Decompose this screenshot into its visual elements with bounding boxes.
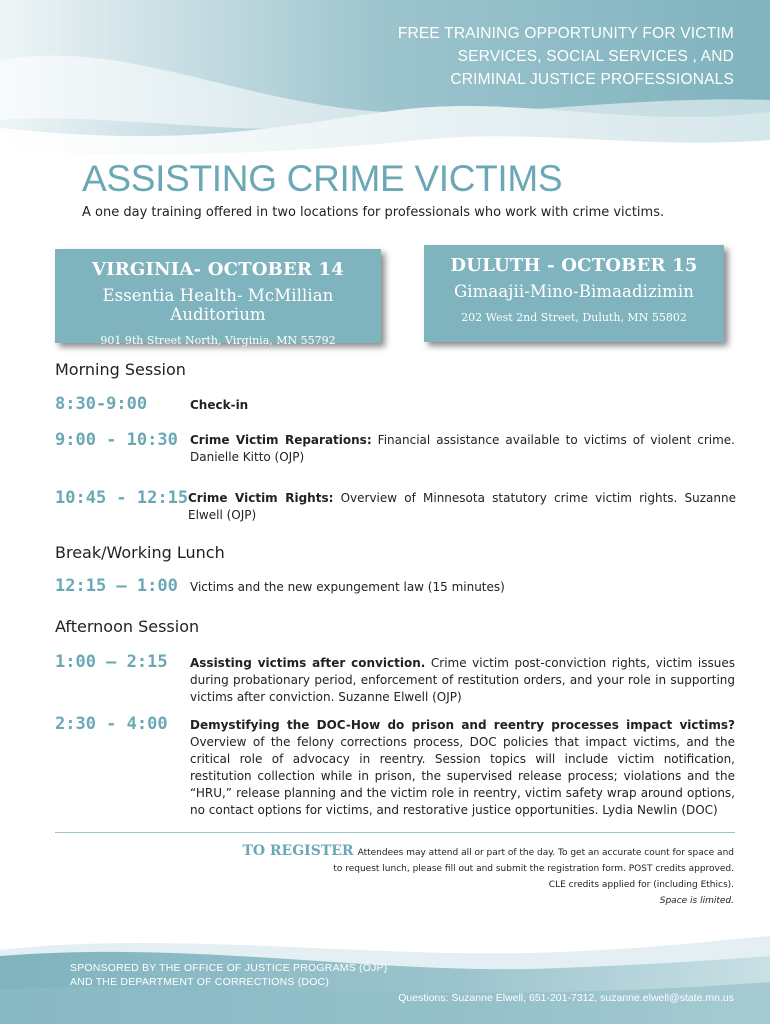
divider [55,832,735,833]
location-venue: Gimaajii-Mino-Bimaadizimin [453,282,694,301]
session-description [190,579,735,596]
sponsor-text [70,961,387,989]
afternoon-session-heading: Afternoon Session [55,617,200,636]
register-text: Attendees may attend all or part of the day. To get an accurate count for space and [357,848,734,858]
session-time: 9:00 - 10:30 [55,430,178,450]
location-heading: DULUTH - OCTOBER 15 [450,255,698,276]
session-time: 1:00 – 2:15 [55,652,168,672]
page-subtitle: A one day training offered in two locations for professionals who work with crime victims. [82,205,665,220]
session-time: 10:45 - 12:15 [55,488,189,508]
location-venue: Essentia Health- McMillian Auditorium [102,286,334,324]
page-title: ASSISTING CRIME VICTIMS [82,158,563,199]
register-text: CLE credits applied for (including Ethics). [548,880,734,890]
session-title: Crime Victim Reparations: [190,433,372,447]
register-label: TO REGISTER [242,843,354,859]
location-address: 202 West 2nd Street, Duluth, MN 55802 [461,311,687,324]
location-box-virginia [55,249,381,347]
morning-session-heading: Morning Session [55,360,186,379]
session-time: 8:30-9:00 [55,394,148,414]
session-time: 12:15 – 1:00 [55,576,178,596]
location-heading: VIRGINIA- OCTOBER 14 [91,259,344,280]
session-text: Crime victim post-conviction rights, victim issues during probationary period, enforcement of restitution orders, and your role in supporting victims after conviction. Suzanne Elwell (OJP) [190,656,735,704]
register-note: Space is limited. [659,896,734,906]
session-description [190,655,735,706]
location-address: 901 9th Street North, Virginia, MN 55792 [100,334,336,347]
session-description [188,490,736,524]
lunch-heading: Break/Working Lunch [55,543,225,562]
session-text: Victims and the new expungement law (15 minutes) [190,580,505,594]
session-text: Overview of Minnesota statutory crime victim rights. Suzanne Elwell (OJP) [188,491,737,522]
session-text: Overview of the felony corrections process, DOC policies that impact victims, and the critical role of advocacy in reentry. Session topics will include victim notification, restitution collection while in prison, the supervised release process; violations and the “HRU,” release planning and the victim role in reentry, victim safety wrap around options, no contact options for victims, and restorative justice opportunities. Lydia Newlin (DOC) [190,735,735,817]
session-title: Demystifying the DOC-How do prison and reentry processes impact victims? [190,718,735,732]
session-title: Assisting victims after conviction. [190,656,426,670]
session-time: 2:30 - 4:00 [55,714,168,734]
location-box-duluth [424,245,724,342]
session-text: Financial assistance available to victims of violent crime. Danielle Kitto (OJP) [190,433,735,464]
session-description [190,397,735,414]
session-description [190,717,735,819]
sponsor-line: AND THE DEPARTMENT OF CORRECTIONS (DOC) [70,976,330,988]
session-title: Crime Victim Rights: [188,491,334,505]
promo-line: FREE TRAINING OPPORTUNITY FOR VICTIM [397,25,734,42]
sponsor-line: SPONSORED BY THE OFFICE OF JUSTICE PROGRAMS (OJP) [70,962,388,974]
session-description [190,432,735,466]
registration-info [214,843,734,909]
session-title: Check-in [190,398,249,412]
promo-line: CRIMINAL JUSTICE PROFESSIONALS [450,71,734,88]
contact-info: Questions: Suzanne Elwell, 651-201-7312, suzanne.elwell@state.mn.us [398,992,734,1004]
promo-line: SERVICES, SOCIAL SERVICES , AND [457,48,734,65]
register-text: to request lunch, please fill out and submit the registration form. POST credits approved. [333,864,734,874]
training-promo-text [314,22,734,91]
